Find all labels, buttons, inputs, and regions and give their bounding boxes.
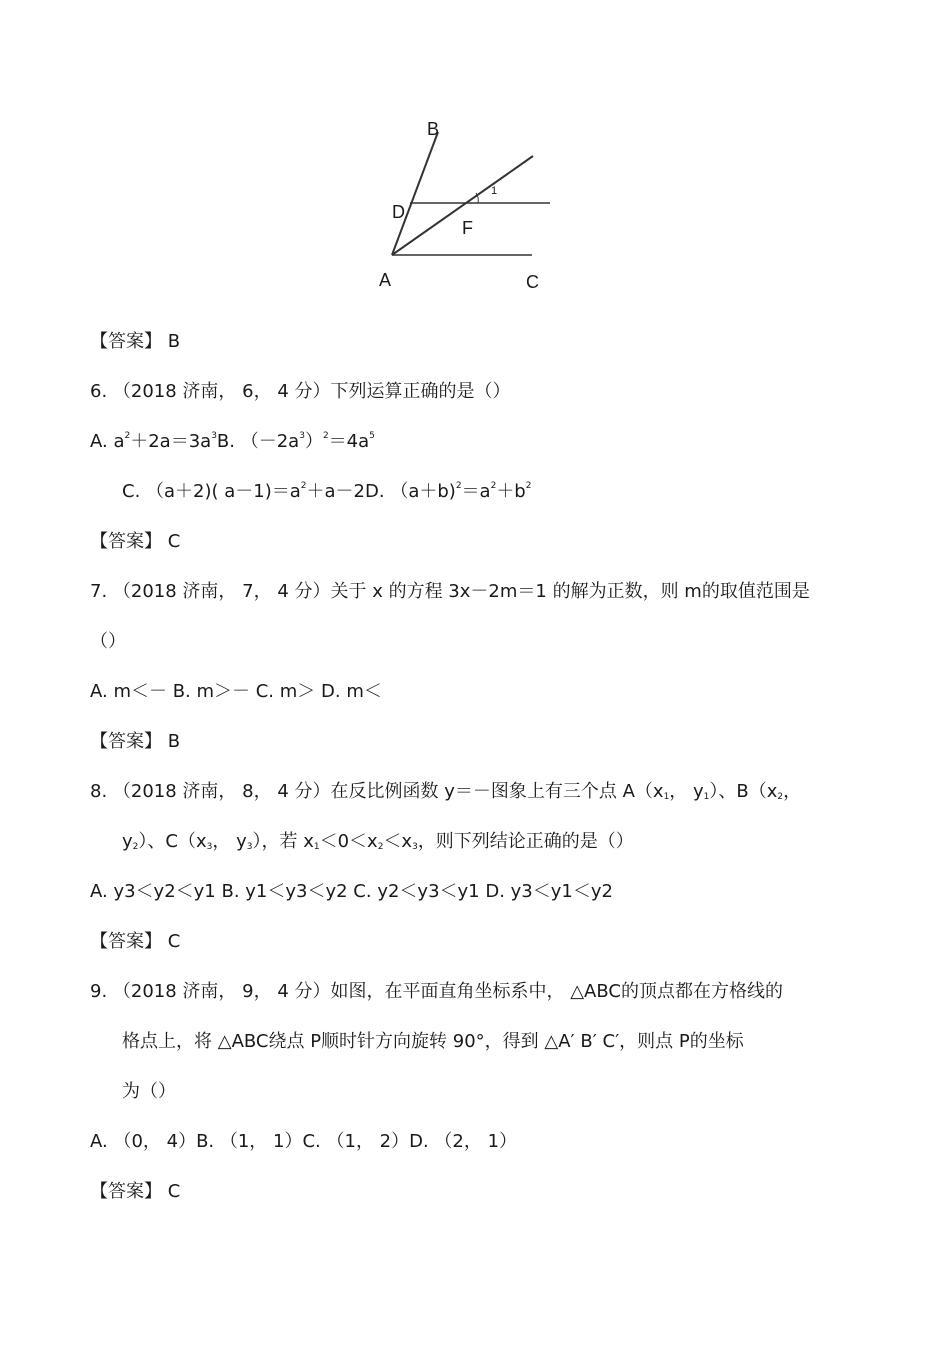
q8-text: ）、B（x xyxy=(709,781,778,802)
q8-sub: 3 xyxy=(412,842,418,852)
q6-opt-d-part1: D. （a＋b) xyxy=(365,481,456,502)
q8-sub: 2 xyxy=(132,842,139,852)
question-9-stem-line3: 为（） xyxy=(122,1081,176,1102)
q6-opt-b-part1: B. （－2a xyxy=(216,431,300,452)
line-af-ray xyxy=(392,156,533,255)
question-6-options-ab xyxy=(90,430,375,454)
question-7-stem-cont: （） xyxy=(90,631,126,652)
question-9-stem-line2: 格点上，将 △ABC绕点 P顺时针方向旋转 90°，得到 △A′ B′ C′，则点 P的坐标 xyxy=(122,1031,744,1052)
q6-exp: 2 xyxy=(490,481,497,491)
line-ab xyxy=(392,132,438,255)
q8-text: ， y xyxy=(669,781,704,802)
q6-opt-b-part2: ） xyxy=(304,431,323,452)
q8-sub: 2 xyxy=(777,792,784,802)
question-7-stem: 7. （2018 济南， 7， 4 分）关于 x 的方程 3x－2m＝1 的解为正数，则 m的取值范围是 xyxy=(90,581,810,602)
question-6-options-cd xyxy=(122,480,531,504)
answer-q8: 【答案】 C xyxy=(90,931,181,952)
question-8-options: A. y3＜y2＜y1 B. y1＜y3＜y2 C. y2＜y3＜y1 D. y3＜y1＜y2 xyxy=(90,881,613,902)
question-8-stem-line1 xyxy=(90,780,801,804)
answer-q9: 【答案】 C xyxy=(90,1181,181,1202)
answer-q5: 【答案】 B xyxy=(90,331,181,352)
q8-text: ），若 x xyxy=(252,831,314,852)
q6-exp: 3 xyxy=(299,431,305,441)
q6-opt-c-part2: ＋a－2 xyxy=(306,481,366,502)
question-9-options: A. （0， 4）B. （1， 1）C. （1， 2）D. （2， 1） xyxy=(90,1131,518,1152)
question-7-options: A. m＜－ B. m＞－ C. m＞ D. m＜ xyxy=(90,681,382,702)
label-b: B xyxy=(427,119,440,139)
answer-q7: 【答案】 B xyxy=(90,731,181,752)
q8-text: ＜x xyxy=(383,831,413,852)
q8-sub: 2 xyxy=(377,842,384,852)
q8-sub: 1 xyxy=(313,842,320,852)
q8-sub: 3 xyxy=(206,842,213,852)
label-c: C xyxy=(526,272,539,292)
label-angle-1: 1 xyxy=(491,185,498,197)
q6-opt-d-part3: ＋b xyxy=(496,481,526,502)
q8-text: ，则下列结论正确的是（） xyxy=(417,831,634,852)
q6-opt-c-part1: C. （a＋2)( a－1)＝a xyxy=(122,481,301,502)
q6-opt-d-part2: ＝a xyxy=(461,481,491,502)
question-6-stem: 6. （2018 济南， 6， 4 分）下列运算正确的是（） xyxy=(90,381,511,402)
q8-text: ， y xyxy=(212,831,247,852)
q8-sub: 1 xyxy=(703,792,710,802)
question-8-stem-line2 xyxy=(122,830,634,854)
q6-opt-b-part3: ＝4a xyxy=(328,431,370,452)
q8-text: ＜0＜x xyxy=(319,831,378,852)
q6-exp: 2 xyxy=(124,431,131,441)
q6-opt-a-part2: ＋2a＝3a xyxy=(130,431,212,452)
q8-text: y xyxy=(122,831,133,852)
label-f: F xyxy=(462,218,473,238)
q6-opt-a-part1: A. a xyxy=(90,431,125,452)
geometry-figure-svg xyxy=(370,110,570,300)
q6-exp: 2 xyxy=(322,431,329,441)
geometry-figure xyxy=(370,110,570,300)
q8-text: ， xyxy=(783,781,802,802)
q8-text: ）、C（x xyxy=(138,831,207,852)
q8-sub: 1 xyxy=(663,792,670,802)
q8-text: 8. （2018 济南， 8， 4 分）在反比例函数 y＝－图象上有三个点 A（x xyxy=(90,781,664,802)
q6-exp: 3 xyxy=(211,431,217,441)
label-d: D xyxy=(392,202,405,222)
answer-q6: 【答案】 C xyxy=(90,531,181,552)
label-a: A xyxy=(379,270,392,290)
question-9-stem-line1: 9. （2018 济南， 9， 4 分）如图，在平面直角坐标系中， △ABC的顶点都在方格线的 xyxy=(90,981,783,1002)
q6-exp: 2 xyxy=(525,481,532,491)
q6-exp: 2 xyxy=(300,481,307,491)
q6-exp: 5 xyxy=(369,431,375,441)
q6-exp: 2 xyxy=(455,481,462,491)
q8-sub: 3 xyxy=(246,842,253,852)
